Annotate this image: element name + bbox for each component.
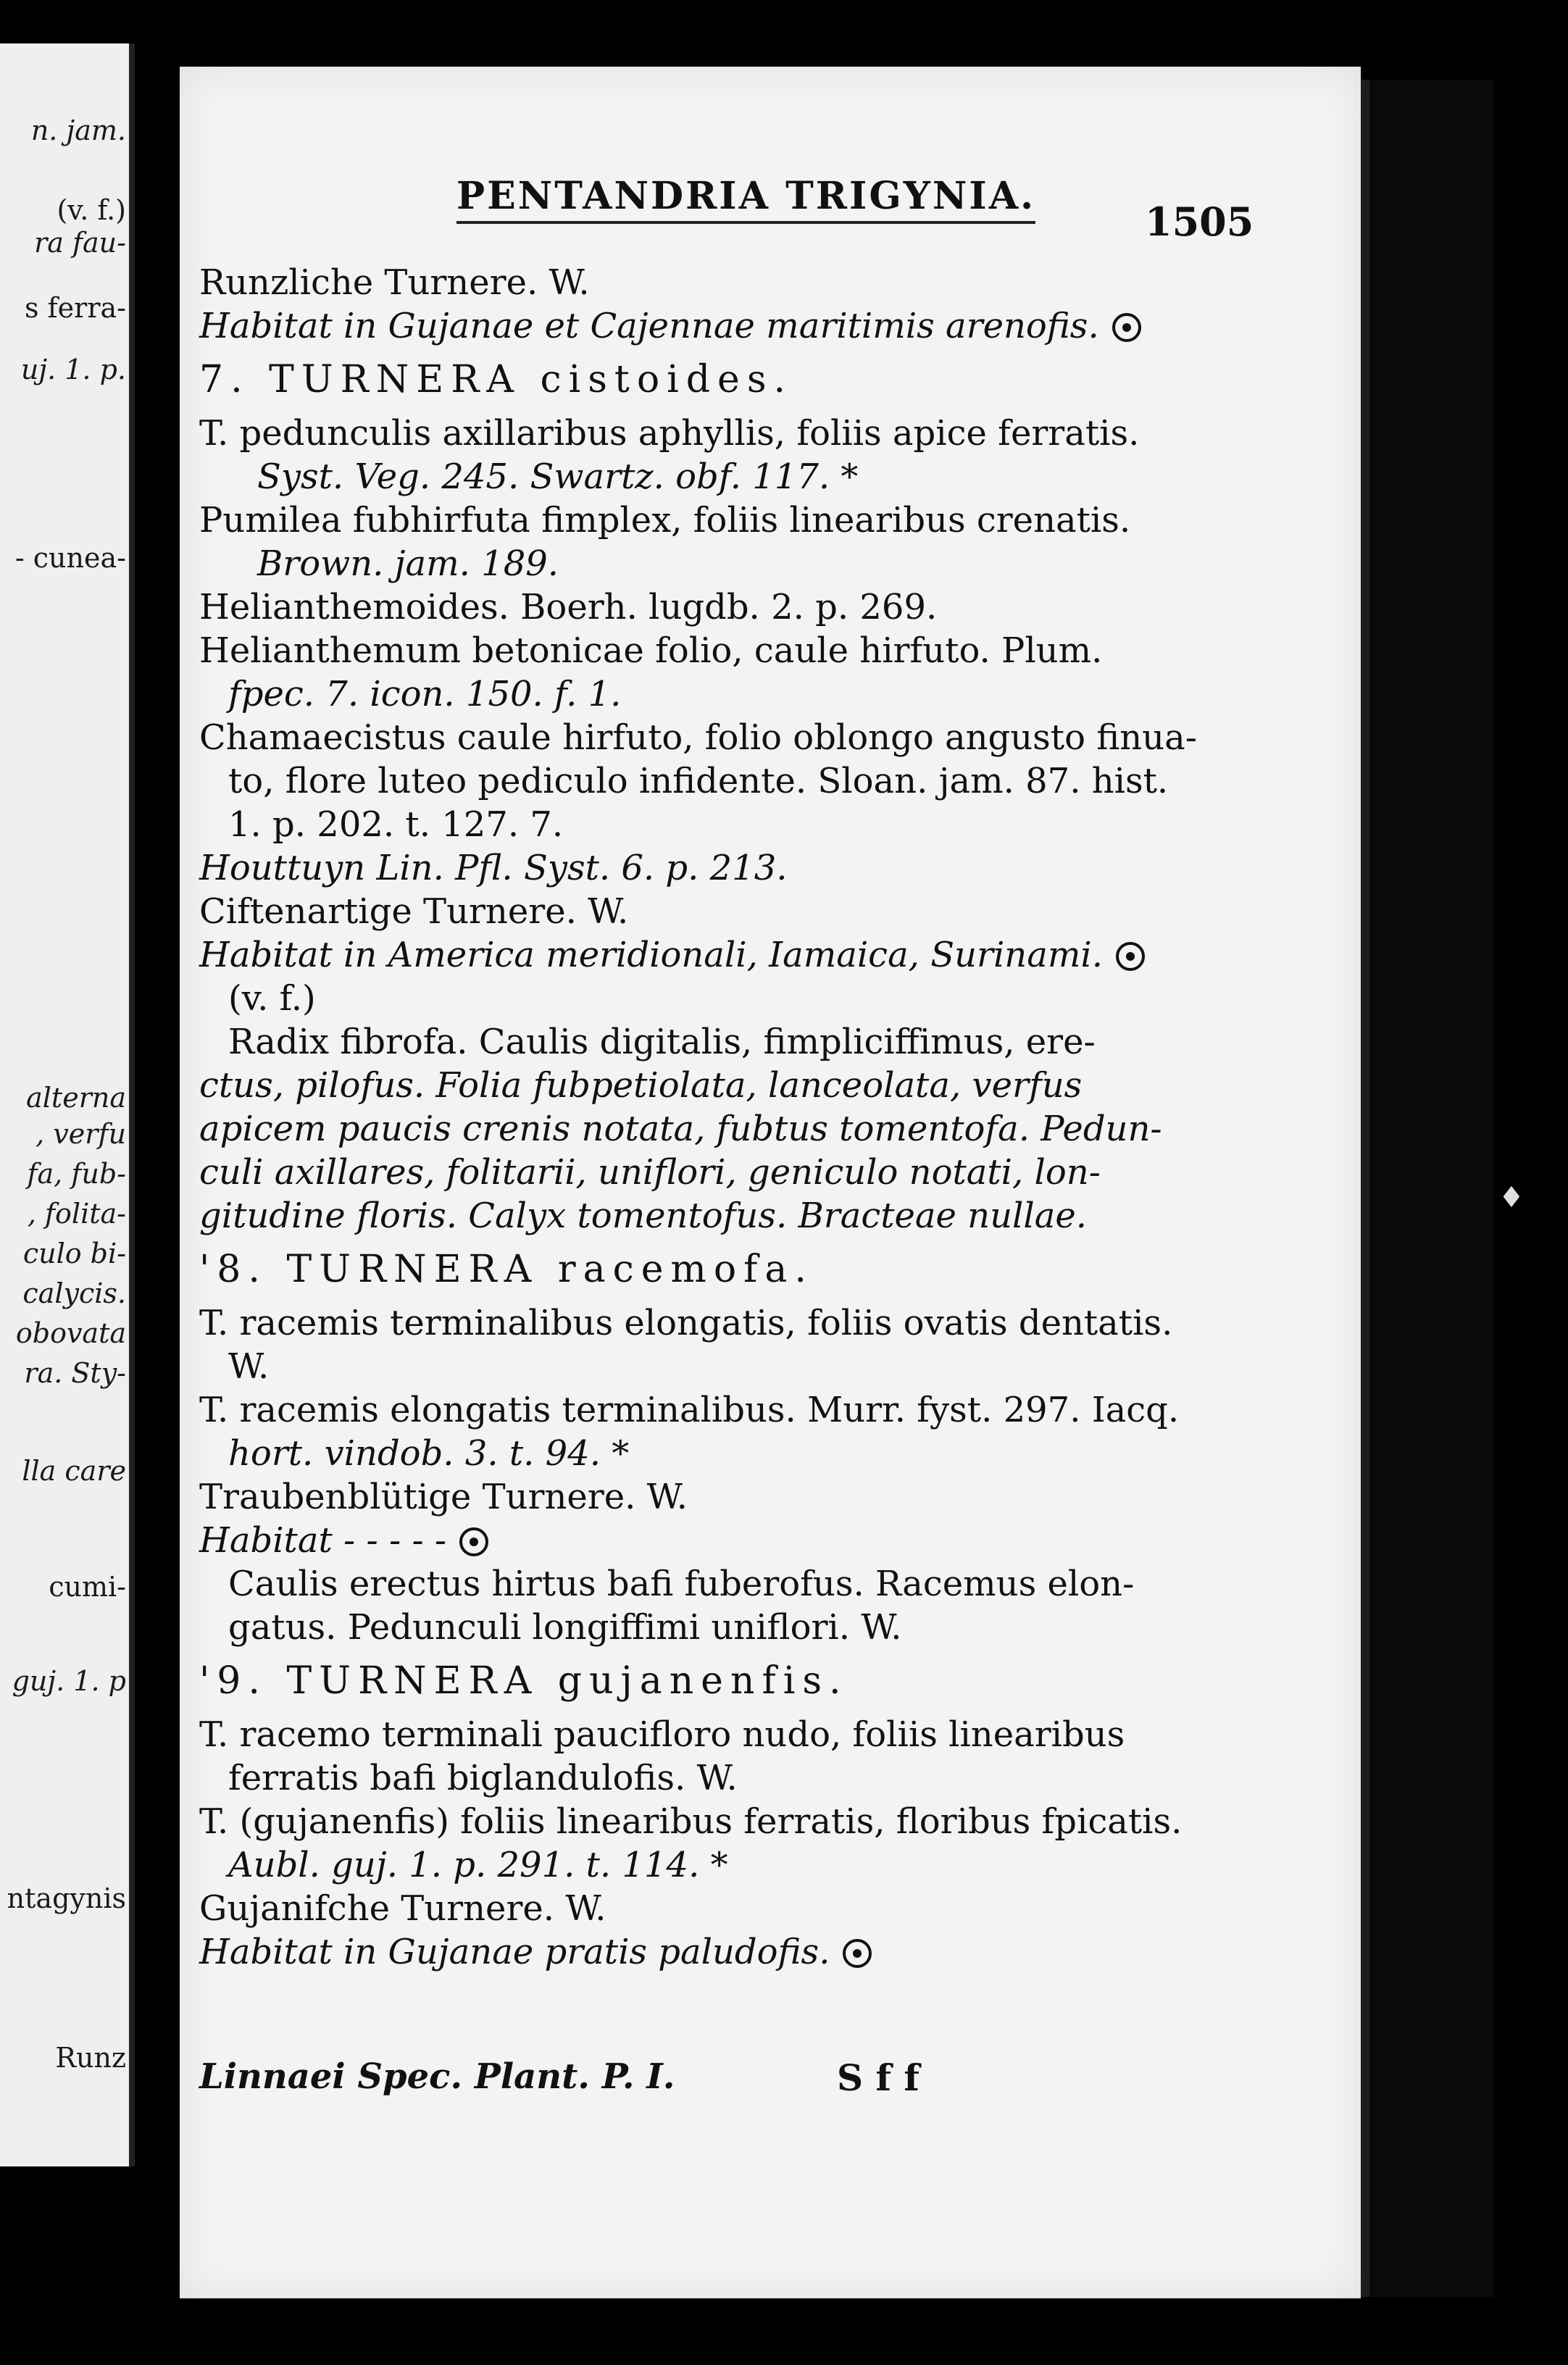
text-line: Ciftenartige Turnere. W. (199, 891, 629, 932)
annual-circle-icon (1112, 313, 1141, 342)
text-line: Pumilea fubhirfuta fimplex, foliis linearibus crenatis. (199, 500, 1131, 541)
left-fragment: obovata (15, 1317, 126, 1349)
annual-circle-icon (1116, 942, 1145, 971)
left-fragment: cumi- (49, 1571, 126, 1603)
text-line: hort. vindob. 3. t. 94. * (228, 1433, 630, 1474)
page-body (199, 261, 1228, 1974)
left-fragment: ra. Sty- (24, 1357, 126, 1389)
habitat-text: Habitat - - - - - (199, 1520, 447, 1561)
text-line: T. racemis terminalibus elongatis, foliis ovatis dentatis. (199, 1303, 1173, 1343)
left-fragment: s ferra- (25, 292, 126, 324)
page-edge (1361, 80, 1494, 2297)
left-fragment: ra fau- (34, 227, 126, 259)
text-line (199, 1519, 1228, 1562)
species-heading: 7. TURNERA cistoides. (199, 358, 793, 401)
left-fragment: alterna (26, 1082, 126, 1114)
text-line: Traubenblütige Turnere. W. (199, 1477, 688, 1517)
text-line (199, 304, 1228, 348)
text-line: Gujanifche Turnere. W. (199, 1888, 606, 1929)
signature-mark: S f f (837, 2056, 919, 2099)
habitat-text: Habitat in America meridionali, Iamaica, Surinami. (199, 935, 1103, 975)
text-line: ctus, pilofus. Folia fubpetiolata, lanceolata, verfus (199, 1065, 1083, 1106)
species-heading: '8. TURNERA racemofa. (199, 1248, 814, 1291)
text-line: Runzliche Turnere. W. (199, 262, 590, 303)
page-header (275, 109, 1348, 245)
left-fragment: uj. 1. p. (20, 354, 126, 385)
text-line: culi axillares, folitarii, uniflori, geniculo notati, lon- (199, 1152, 1101, 1193)
text-line: Radix fibrofa. Caulis digitalis, fimpliciffimus, ere- (228, 1022, 1096, 1062)
text-line: ferratis bafi biglandulofis. W. (228, 1758, 738, 1798)
text-line: to, flore luteo pediculo infidente. Sloan. jam. 87. hist. (228, 761, 1169, 801)
footer-title: Linnaei Spec. Plant. P. I. (199, 2056, 675, 2097)
text-line: Houttuyn Lin. Pfl. Syst. 6. p. 213. (199, 848, 788, 888)
species-heading: '9. TURNERA gujanenfis. (199, 1659, 848, 1703)
page-number: 1505 (1145, 199, 1254, 245)
annual-circle-icon (459, 1527, 488, 1556)
text-line: Helianthemoides. Boerh. lugdb. 2. p. 269. (199, 587, 938, 627)
left-fragment: , folita- (27, 1198, 126, 1230)
left-page-fragment (0, 43, 135, 2166)
text-line: T. (gujanenfis) foliis linearibus ferratis, floribus fpicatis. (199, 1801, 1183, 1842)
left-fragment: fa, fub- (27, 1158, 126, 1190)
left-fragment: ntagynis (7, 1882, 126, 1914)
text-line (199, 1930, 1228, 1974)
edge-mark: ♦ (1498, 1181, 1525, 1214)
text-line (199, 933, 1228, 977)
text-line: Caulis erectus hirtus bafi fuberofus. Racemus elon- (228, 1564, 1135, 1604)
text-line: Syst. Veg. 245. Swartz. obf. 117. * (257, 456, 859, 497)
left-fragment: calycis. (22, 1277, 126, 1309)
text-line: 1. p. 202. t. 127. 7. (228, 804, 564, 845)
text-line: Chamaecistus caule hirfuto, folio oblongo angusto finua- (199, 717, 1197, 758)
left-fragment: guj. 1. p (12, 1665, 126, 1697)
running-title: PENTANDRIA TRIGYNIA. (456, 174, 1035, 224)
left-fragment: n. jam. (30, 114, 126, 146)
text-line: gitudine floris. Calyx tomentofus. Bracteae nullae. (199, 1196, 1087, 1236)
text-line: Brown. jam. 189. (257, 543, 559, 584)
text-line: Aubl. guj. 1. p. 291. t. 114. * (228, 1845, 728, 1885)
text-line: T. racemo terminali paucifloro nudo, foliis linearibus (199, 1714, 1125, 1755)
text-line: T. pedunculis axillaribus aphyllis, foliis apice ferratis. (199, 413, 1140, 454)
text-line: T. racemis elongatis terminalibus. Murr. fyst. 297. Iacq. (199, 1390, 1180, 1430)
text-line: Helianthemum betonicae folio, caule hirfuto. Plum. (199, 630, 1103, 671)
text-line: gatus. Pedunculi longiffimi uniflori. W. (228, 1607, 902, 1648)
left-fragment: culo bi- (22, 1238, 126, 1269)
text-line: (v. f.) (228, 978, 316, 1019)
text-line: apicem paucis crenis notata, fubtus tomentofa. Pedun- (199, 1109, 1162, 1149)
habitat-text: Habitat in Gujanae pratis paludofis. (199, 1932, 830, 1972)
annual-circle-icon (843, 1939, 872, 1968)
text-line: W. (228, 1346, 270, 1387)
text-line: fpec. 7. icon. 150. f. 1. (228, 674, 622, 714)
left-fragment: (v. f.) (57, 194, 126, 226)
page-footer (199, 2056, 1228, 2107)
left-fragment: - cunea- (14, 542, 126, 574)
habitat-text: Habitat in Gujanae et Cajennae maritimis arenofis. (199, 306, 1099, 346)
left-fragment: , verfu (36, 1118, 126, 1150)
left-fragment: Runz (55, 2042, 126, 2074)
left-fragment: lla care (22, 1455, 126, 1487)
